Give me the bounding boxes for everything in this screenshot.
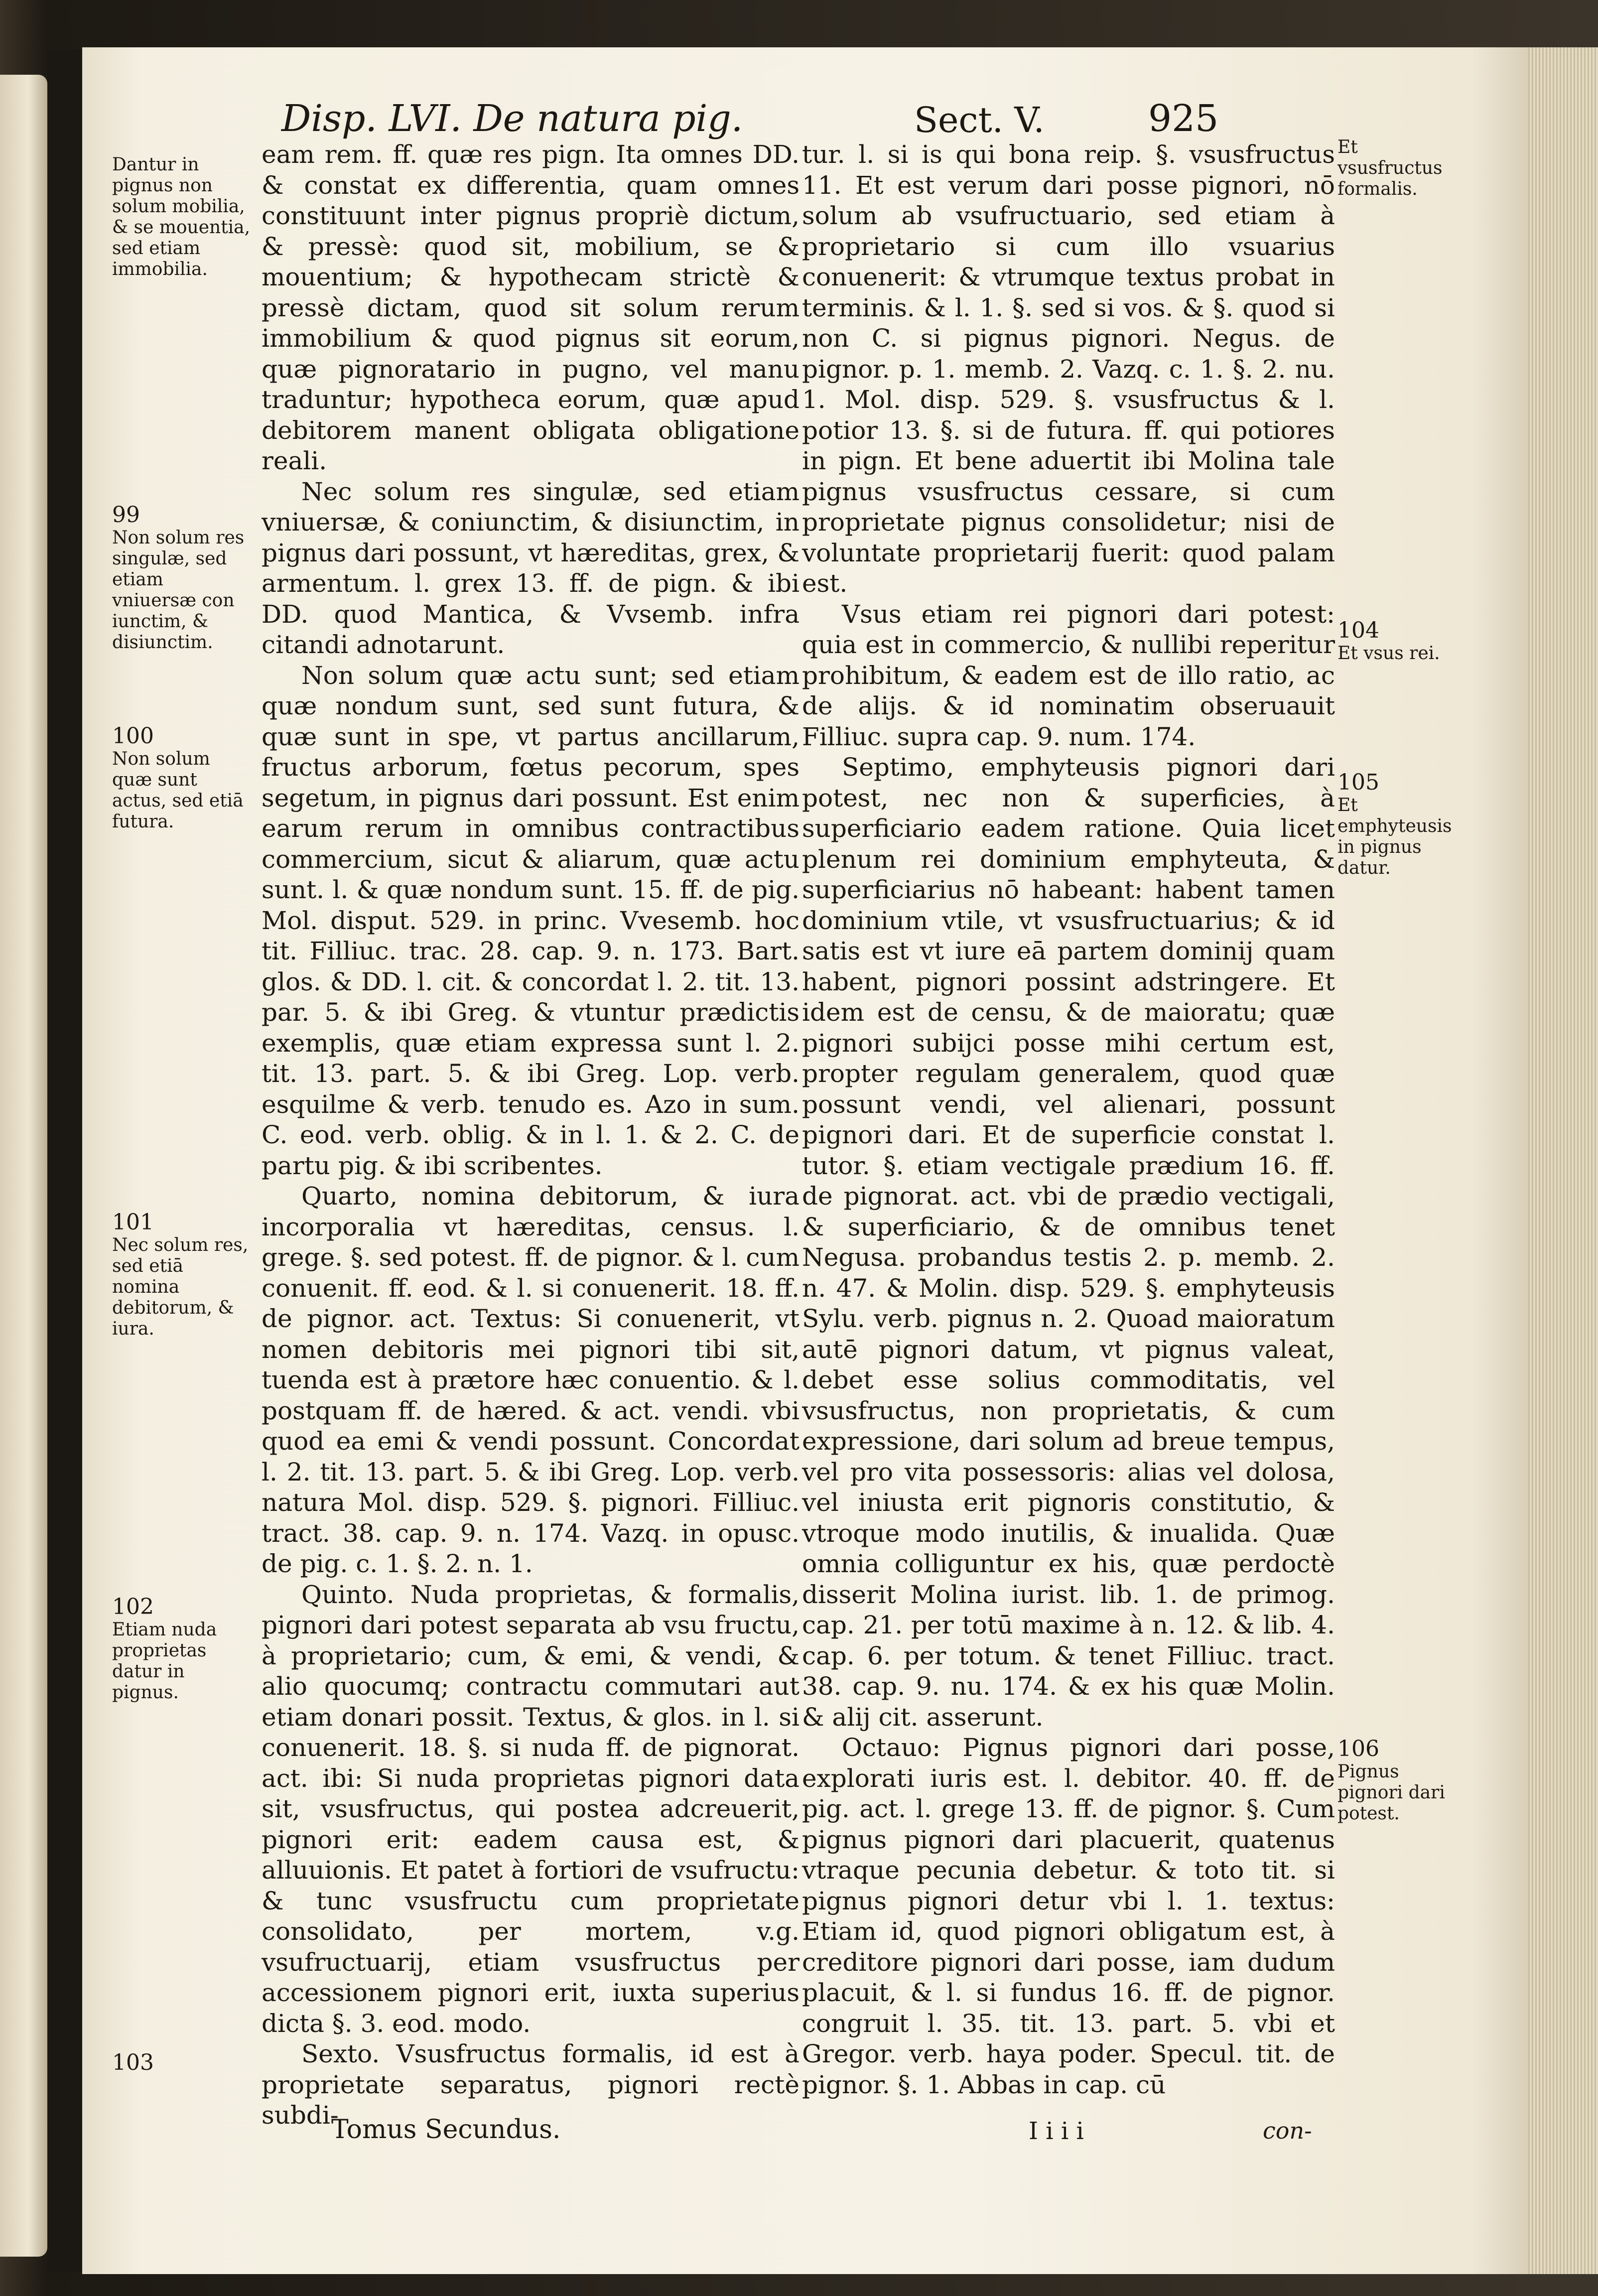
paragraph: tur. l. si is qui bona reip. §. vsusfructus 11. Et est verum dari posse pignori, nō solum ab vsufructuario, sed etiam à proprietario si cum illo vsuarius conuenerit: & vtrumque textus probat in terminis. & l. 1. §. sed si vos. & §. quod si non C. si pignus pignori. Negus. de pignor. p. 1. memb. 2. Vazq. c. 1. §. 2. nu. 1. Mol. disp. 529. §. vsusfructus & l. potior 13. §. si de futura. ff. qui potiores in pign. Et bene aduertit ibi Molina tale pignus vsusfructus cessare, si cum proprietate pignus consolidetur; nisi de voluntate proprietarij fuerit: quod palam est. xyxy=(802,140,1335,598)
margin-note-number: 105 xyxy=(1337,770,1379,795)
paragraph: Quarto, nomina debitorum, & iura incorporalia vt hæreditas, census. l. grege. §. sed potest. ff. de pignor. & l. cum conuenit. ff. eod. & l. si conuenerit. 18. ff. de pignor. act. Textus: Si conuenerit, vt nomen debitoris mei pignori tibi sit, tuenda est à prætore hæc conuentio. & l. postquam ff. de hæred. & act. vendi. vbi quod ea emi & vendi possunt. Concordat l. 2. tit. 13. part. 5. & ibi Greg. Lop. verb. natura Mol. disp. 529. §. pignori. Filliuc. tract. 38. cap. 9. n. 174. Vazq. in opusc. de pig. c. 1. §. 2. n. 1. xyxy=(262,1182,799,1578)
page-block-edge xyxy=(1528,47,1598,2274)
margin-note-text: Et vsus rei. xyxy=(1337,643,1440,664)
catchword: con- xyxy=(1263,2117,1312,2144)
margin-note xyxy=(112,154,252,280)
margin-note xyxy=(112,502,252,653)
margin-note-text: Nec solum res, sed etiā nomina debitorum, & iura. xyxy=(112,1235,249,1339)
margin-note xyxy=(112,1594,252,1703)
margin-note-number: 100 xyxy=(112,723,154,749)
margin-note-number: 101 xyxy=(112,1210,154,1235)
margin-note-text: Dantur in pignus non solum mobilia, & se mouentia, sed etiam immobilia. xyxy=(112,154,251,279)
margin-note-text: Pignus pignori dari potest. xyxy=(1337,1761,1445,1824)
margin-note xyxy=(1337,1736,1462,1824)
margin-note-number: 102 xyxy=(112,1594,154,1620)
margin-note-text: Et emphyteusis in pignus datur. xyxy=(1337,795,1452,878)
margin-note xyxy=(112,723,252,832)
margin-note-number: 106 xyxy=(1337,1736,1379,1761)
margin-note-number: 103 xyxy=(112,2050,154,2075)
paragraph: Nec solum res singulæ, sed etiam vniuersæ, & coniunctim, & disiunctim, in pignus dari possunt, vt hæreditas, grex, & armentum. l. grex 13. ff. de pign. & ibi DD. quod Mantica, & Vvsemb. infra citandi adnotarunt. xyxy=(262,477,799,659)
paragraph: Quinto. Nuda proprietas, & formalis, pignori dari potest separata ab vsu fructu, à proprietario; cum, & emi, & vendi, & alio quocumq; contractu commutari aut etiam donari possit. Textus, & glos. in l. si conuenerit. 18. §. si nuda ff. de pignorat. act. ibi: Si nuda proprietas pignori data sit, vsusfructus, qui postea adcreuerit, pignori erit: eadem causa est, & alluuionis. Et patet à fortiori de vsufructu: & tunc vsusfructu cum proprietate consolidato, per mortem, v.g. vsufructuarij, etiam vsusfructus per accessionem pignori erit, iuxta superius dicta §. 3. eod. modo. xyxy=(262,1580,799,2038)
margin-note xyxy=(112,2052,252,2075)
right-text-column xyxy=(802,139,1335,2100)
margin-note-number: 104 xyxy=(1337,618,1379,643)
margin-note-text: Non solum res singulæ, sed etiam vniuersæ con iunctim, & disiunctim. xyxy=(112,528,245,653)
section-label: Sect. V. xyxy=(914,100,1045,140)
margin-note xyxy=(112,1212,252,1340)
paragraph: Vsus etiam rei pignori dari potest: quia est in commercio, & nullibi reperitur prohibitum, & eadem est de illo ratio, ac de alijs. & id nominatim obseruauit Filliuc. supra cap. 9. num. 174. xyxy=(802,599,1335,751)
margin-note-text: Etiam nuda proprietas datur in pignus. xyxy=(112,1620,217,1703)
facing-page-edge xyxy=(0,75,47,2257)
margin-note-number: 99 xyxy=(112,502,140,528)
paragraph: eam rem. ff. quæ res pign. Ita omnes DD. & constat ex differentia, quam omnes constituunt inter pignus propriè dictum, & pressè: quod sit, mobilium, se & mouentium; & hypothecam strictè & pressè dictam, quod sit solum rerum immobilium & quod pignus sit eorum, quæ pignoratario in pugno, vel manu traduntur; hypotheca eorum, quæ apud debitorem manent obligata obligatione reali. xyxy=(262,140,799,475)
page-number: 925 xyxy=(1148,97,1219,140)
margin-note xyxy=(1337,620,1462,664)
running-title: Disp. LVI. De natura pig. xyxy=(281,97,743,140)
margin-note-text: Non solum quæ sunt actus, sed etiā futura. xyxy=(112,749,244,832)
signature-mark: I i i i xyxy=(1029,2117,1084,2145)
book-gutter xyxy=(47,50,82,2272)
volume-footer: Tomus Secundus. xyxy=(331,2115,561,2145)
paragraph: Non solum quæ actu sunt; sed etiam quæ nondum sunt, sed sunt futura, & quæ sunt in spe, vt partus ancillarum, fructus arborum, fœtus pecorum, spes segetum, in pignus dari possunt. Est enim earum rerum in omnibus contractibus commercium, sicut & aliarum, quæ actu sunt. l. & quæ nondum sunt. 15. ff. de pig. Mol. disput. 529. in princ. Vvesemb. hoc tit. Filliuc. trac. 28. cap. 9. n. 173. Bart. glos. & DD. l. cit. & concordat l. 2. tit. 13. par. 5. & ibi Greg. & vtuntur prædictis exemplis, quæ etiam expressa sunt l. 2. tit. 13. part. 5. & ibi Greg. Lop. verb. esquilme & verb. tenudo es. Azo in sum. C. eod. verb. oblig. & in l. 1. & 2. C. de partu pig. & ibi scribentes. xyxy=(262,661,799,1180)
running-head xyxy=(82,87,1529,147)
margin-note xyxy=(1337,137,1462,200)
paragraph: Sexto. Vsusfructus formalis, id est à proprietate separatus, pignori rectè subdi- xyxy=(262,2039,799,2130)
left-text-column xyxy=(262,139,799,2131)
margin-note-text: Et vsusfructus formalis. xyxy=(1337,137,1443,199)
book-page xyxy=(82,47,1529,2274)
paragraph: Septimo, emphyteusis pignori dari potest, nec non & superficies, à superficiario eadem ratione. Quia licet plenum rei dominium emphyteuta, & superficiarius nō habeant: habent tamen dominium vtile, vt vsusfructuarius; & id satis est vt iure eā partem dominij quam habent, pignori possint adstringere. Et idem est de censu, & de maioratu; quæ pignori subijci posse mihi certum est, propter regulam generalem, quod quæ possunt vendi, vel alienari, possunt pignori dari. Et de superficie constat l. tutor. §. etiam vectigale prædium 16. ff. de pignorat. act. vbi de prædio vectigali, & superficiario, & de omnibus tenet Negusa. probandus testis 2. p. memb. 2. n. 47. & Molin. disp. 529. §. emphyteusis Sylu. verb. pignus n. 2. Quoad maioratum autē pignori datum, vt pignus valeat, debet esse solius commoditatis, vel vsusfructus, non proprietatis, & cum expressione, dari solum ad breue tempus, vel pro vita possessoris: alias vel dolosa, vel iniusta erit pignoris constitutio, & vtroque modo inutilis, & inualida. Quæ omnia colliguntur ex his, quæ perdoctè disserit Molina iurist. lib. 1. de primog. cap. 21. per totū maxime à n. 12. & lib. 4. cap. 6. per totum. & tenet Filliuc. tract. 38. cap. 9. nu. 174. & ex his quæ Molin. & alij cit. asserunt. xyxy=(802,753,1335,1732)
paragraph: Octauo: Pignus pignori dari posse, explorati iuris est. l. debitor. 40. ff. de pig. act. l. grege 13. ff. de pignor. §. Cum pignus pignori dari placuerit, quatenus vtraque pecunia debetur. & toto tit. si pignus pignori detur vbi l. 1. textus: Etiam id, quod pignori obligatum est, à creditore pignori dari posse, iam dudum placuit, & l. si fundus 16. ff. de pignor. congruit l. 35. tit. 13. part. 5. vbi et Gregor. verb. haya poder. Specul. tit. de pignor. §. 1. Abbas in cap. cū xyxy=(802,1733,1335,2099)
margin-note xyxy=(1337,772,1462,879)
